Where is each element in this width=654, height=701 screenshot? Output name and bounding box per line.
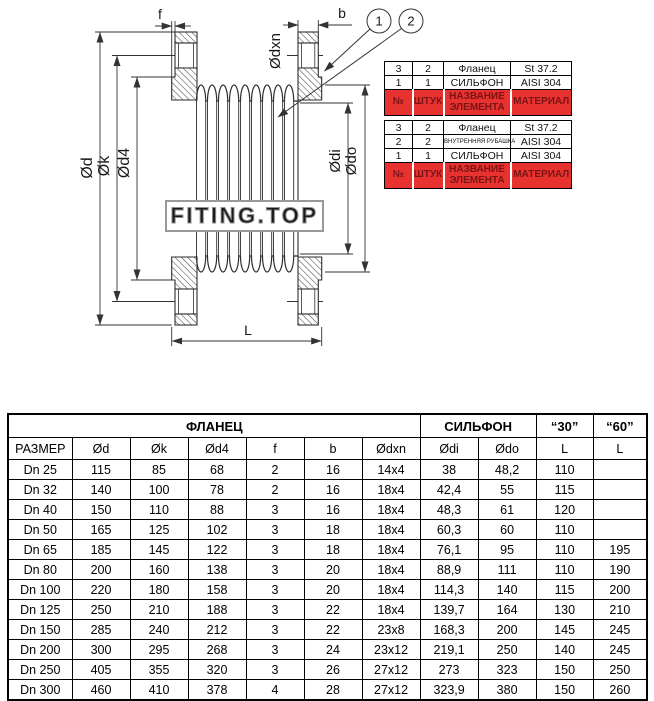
- table-cell: 2: [413, 135, 444, 149]
- table-cell: 160: [130, 560, 188, 580]
- table-cell: 115: [536, 480, 593, 500]
- flange-top-right: [298, 32, 322, 100]
- table-cell: 2: [385, 135, 413, 149]
- table-cell: СИЛЬФОН: [444, 149, 511, 163]
- table-cell: 26: [304, 660, 362, 680]
- table-cell: 240: [130, 620, 188, 640]
- dim-label-dxn: Ødxn: [267, 33, 284, 69]
- table-row: [8, 640, 647, 660]
- table-cell: St 37.2: [511, 121, 572, 135]
- col-f: f: [246, 438, 304, 460]
- bom-header-row: [385, 163, 572, 189]
- table-cell: 268: [188, 640, 246, 660]
- callout-1-number: 1: [375, 13, 383, 29]
- callout-2-number: 2: [407, 13, 415, 29]
- table-cell: 42,4: [420, 480, 478, 500]
- bellows-bottom-profile: [197, 256, 299, 272]
- table-row: [385, 149, 572, 163]
- table-cell: 410: [130, 680, 188, 701]
- col-k: Øk: [130, 438, 188, 460]
- group-header-flange: ФЛАНЕЦ: [8, 414, 420, 438]
- table-row: [8, 660, 647, 680]
- bom-col-number: №: [385, 90, 413, 116]
- bom-header-row: [385, 90, 572, 116]
- col-size: РАЗМЕР: [8, 438, 72, 460]
- table-cell: St 37.2: [511, 62, 572, 76]
- table-cell: 273: [420, 660, 478, 680]
- table-cell: 28: [304, 680, 362, 701]
- table-cell: 38: [420, 460, 478, 480]
- table-cell: 1: [385, 149, 413, 163]
- table-row: [8, 600, 647, 620]
- table-cell: 110: [536, 540, 593, 560]
- table-cell: 320: [188, 660, 246, 680]
- table-cell: 48,3: [420, 500, 478, 520]
- table-cell: 323,9: [420, 680, 478, 701]
- table-cell: 61: [478, 500, 536, 520]
- table-cell: 16: [304, 480, 362, 500]
- table-cell: Dn 250: [8, 660, 72, 680]
- table-cell: 18x4: [362, 580, 420, 600]
- table-cell: 378: [188, 680, 246, 701]
- table-cell: 295: [130, 640, 188, 660]
- table-cell: 140: [72, 480, 130, 500]
- table-cell: 150: [536, 660, 593, 680]
- table-cell: 220: [72, 580, 130, 600]
- callout-1-leader: [325, 29, 371, 71]
- table-cell: 140: [536, 640, 593, 660]
- table-cell: 165: [72, 520, 130, 540]
- table-row: [8, 680, 647, 701]
- bom-col-element: НАЗВАНИЕ ЭЛЕМЕНТА: [444, 163, 511, 189]
- table-cell: 78: [188, 480, 246, 500]
- col-d4: Ød4: [188, 438, 246, 460]
- table-cell: Dn 32: [8, 480, 72, 500]
- table-cell: 3: [246, 640, 304, 660]
- table-row: [385, 76, 572, 90]
- dim-label-L: L: [244, 322, 252, 338]
- table-cell: 245: [593, 640, 647, 660]
- table-cell: 18x4: [362, 520, 420, 540]
- table-cell: 210: [593, 600, 647, 620]
- bom-col-qty: ШТУК: [413, 163, 444, 189]
- table-cell: Dn 200: [8, 640, 72, 660]
- table-cell: 212: [188, 620, 246, 640]
- table-cell: 18x4: [362, 560, 420, 580]
- flange-bottom-right: [298, 257, 322, 325]
- flange-top-left: [172, 32, 197, 100]
- table-cell: СИЛЬФОН: [444, 76, 511, 90]
- table-cell: 3: [246, 580, 304, 600]
- table-cell: Фланец: [444, 121, 511, 135]
- bellows-wall-lines: [197, 101, 294, 256]
- table-cell: Фланец: [444, 62, 511, 76]
- table-cell: 158: [188, 580, 246, 600]
- table-cell: 285: [72, 620, 130, 640]
- table-cell: AISI 304: [511, 149, 572, 163]
- table-cell: 405: [72, 660, 130, 680]
- table-cell: 18x4: [362, 500, 420, 520]
- table-cell: 380: [478, 680, 536, 701]
- table-cell: 323: [478, 660, 536, 680]
- table-row: [8, 620, 647, 640]
- table-cell: 88: [188, 500, 246, 520]
- table-cell: 3: [246, 660, 304, 680]
- table-row: [8, 500, 647, 520]
- table-cell: 300: [72, 640, 130, 660]
- col-b: b: [304, 438, 362, 460]
- table-cell: ВНУТРЕННЯЯ РУБАШКА: [444, 135, 511, 149]
- table-cell: 120: [536, 500, 593, 520]
- table-row: [8, 580, 647, 600]
- dim-label-do: Ødo: [343, 146, 360, 176]
- table-cell: 2: [246, 460, 304, 480]
- table-cell: 145: [130, 540, 188, 560]
- table-cell: 164: [478, 600, 536, 620]
- table-cell: 18x4: [362, 540, 420, 560]
- dim-label-b: b: [338, 5, 346, 21]
- table-cell: 2: [413, 62, 444, 76]
- table-cell: 140: [478, 580, 536, 600]
- table-cell: 2: [413, 121, 444, 135]
- table-cell: 111: [478, 560, 536, 580]
- table-cell: 3: [246, 620, 304, 640]
- table-row: [8, 560, 647, 580]
- table-cell: Dn 300: [8, 680, 72, 701]
- table-row: [385, 121, 572, 135]
- table-cell: [593, 500, 647, 520]
- dim-label-di: Ødi: [327, 149, 344, 173]
- group-header-60: “60”: [593, 414, 647, 438]
- table-cell: 20: [304, 560, 362, 580]
- watermark-text: FITING.TOP: [170, 203, 319, 228]
- table-cell: 18: [304, 540, 362, 560]
- table-cell: 200: [72, 560, 130, 580]
- table-cell: 3: [246, 600, 304, 620]
- group-header-30: “30”: [536, 414, 593, 438]
- table-cell: [593, 460, 647, 480]
- table-cell: 110: [536, 560, 593, 580]
- table-cell: 48,2: [478, 460, 536, 480]
- table-cell: 24: [304, 640, 362, 660]
- table-cell: 110: [130, 500, 188, 520]
- dim-label-d4: Ød4: [116, 147, 133, 179]
- table-column-header-row: [8, 438, 647, 460]
- bom-col-element: НАЗВАНИЕ ЭЛЕМЕНТА: [444, 90, 511, 116]
- table-cell: 20: [304, 580, 362, 600]
- table-cell: 3: [385, 121, 413, 135]
- bom-col-material: МАТЕРИАЛ: [511, 90, 572, 116]
- flange-bottom-left: [172, 257, 197, 325]
- table-cell: 219,1: [420, 640, 478, 660]
- table-group-header-row: [8, 414, 647, 438]
- table-cell: 3: [385, 62, 413, 76]
- table-cell: 115: [72, 460, 130, 480]
- dimension-table: [7, 413, 648, 701]
- table-cell: 110: [536, 460, 593, 480]
- table-cell: 180: [130, 580, 188, 600]
- table-cell: Dn 65: [8, 540, 72, 560]
- table-cell: 355: [130, 660, 188, 680]
- table-cell: Dn 100: [8, 580, 72, 600]
- col-do: Ødo: [478, 438, 536, 460]
- table-cell: 3: [246, 500, 304, 520]
- table-cell: 210: [130, 600, 188, 620]
- table-cell: 76,1: [420, 540, 478, 560]
- table-cell: 27x12: [362, 660, 420, 680]
- table-cell: Dn 125: [8, 600, 72, 620]
- table-cell: 188: [188, 600, 246, 620]
- table-cell: 18x4: [362, 600, 420, 620]
- extension-lines: [95, 20, 370, 346]
- table-cell: 68: [188, 460, 246, 480]
- table-cell: 16: [304, 460, 362, 480]
- table-cell: 3: [246, 540, 304, 560]
- table-cell: 138: [188, 560, 246, 580]
- group-header-bellows: СИЛЬФОН: [420, 414, 536, 438]
- table-cell: 1: [413, 76, 444, 90]
- dimension-lines: [100, 25, 365, 341]
- table-cell: 110: [536, 520, 593, 540]
- table-row: [8, 460, 647, 480]
- table-cell: 130: [536, 600, 593, 620]
- table-cell: 190: [593, 560, 647, 580]
- table-cell: 115: [536, 580, 593, 600]
- table-cell: Dn 150: [8, 620, 72, 640]
- col-L60: L: [593, 438, 647, 460]
- table-row: [8, 540, 647, 560]
- table-cell: 114,3: [420, 580, 478, 600]
- table-cell: 3: [246, 520, 304, 540]
- table-cell: 139,7: [420, 600, 478, 620]
- bom-col-number: №: [385, 163, 413, 189]
- table-cell: 14x4: [362, 460, 420, 480]
- col-L30: L: [536, 438, 593, 460]
- table-cell: 250: [478, 640, 536, 660]
- table-cell: [593, 520, 647, 540]
- table-row: [385, 135, 572, 149]
- table-cell: 245: [593, 620, 647, 640]
- table-cell: Dn 40: [8, 500, 72, 520]
- table-cell: 1: [385, 76, 413, 90]
- table-cell: 22: [304, 600, 362, 620]
- dim-label-k: Øk: [96, 155, 113, 177]
- bom-table-simple: [384, 61, 572, 116]
- table-row: [8, 520, 647, 540]
- table-row: [385, 62, 572, 76]
- table-cell: 250: [593, 660, 647, 680]
- table-cell: Dn 80: [8, 560, 72, 580]
- table-cell: 60: [478, 520, 536, 540]
- table-cell: 85: [130, 460, 188, 480]
- dim-label-d: Ød: [79, 157, 96, 179]
- table-cell: AISI 304: [511, 76, 572, 90]
- table-cell: 122: [188, 540, 246, 560]
- table-cell: 60,3: [420, 520, 478, 540]
- table-cell: [593, 480, 647, 500]
- table-cell: 4: [246, 680, 304, 701]
- watermark: [166, 201, 323, 231]
- table-cell: 168,3: [420, 620, 478, 640]
- table-cell: 23x12: [362, 640, 420, 660]
- table-cell: 145: [536, 620, 593, 640]
- table-cell: 16: [304, 500, 362, 520]
- bom-table-with-liner: [384, 120, 572, 189]
- table-cell: 95: [478, 540, 536, 560]
- table-cell: 55: [478, 480, 536, 500]
- col-d: Ød: [72, 438, 130, 460]
- dim-label-f: f: [158, 6, 162, 22]
- table-cell: 2: [246, 480, 304, 500]
- table-cell: 250: [72, 600, 130, 620]
- table-cell: 102: [188, 520, 246, 540]
- table-cell: AISI 304: [511, 135, 572, 149]
- table-cell: 18x4: [362, 480, 420, 500]
- bom-col-qty: ШТУК: [413, 90, 444, 116]
- table-cell: 23x8: [362, 620, 420, 640]
- table-cell: 22: [304, 620, 362, 640]
- col-di: Ødi: [420, 438, 478, 460]
- table-row: [8, 480, 647, 500]
- callout-2-leader: [278, 29, 402, 118]
- col-dxn: Ødxn: [362, 438, 420, 460]
- table-cell: Dn 50: [8, 520, 72, 540]
- table-cell: 88,9: [420, 560, 478, 580]
- bom-col-material: МАТЕРИАЛ: [511, 163, 572, 189]
- table-cell: 185: [72, 540, 130, 560]
- table-cell: 460: [72, 680, 130, 701]
- table-cell: 150: [72, 500, 130, 520]
- table-cell: 3: [246, 560, 304, 580]
- table-cell: 200: [478, 620, 536, 640]
- table-cell: 195: [593, 540, 647, 560]
- table-cell: 1: [413, 149, 444, 163]
- bellows-top-profile: [197, 85, 299, 101]
- table-cell: 27x12: [362, 680, 420, 701]
- table-cell: 150: [536, 680, 593, 701]
- table-cell: 260: [593, 680, 647, 701]
- table-cell: 100: [130, 480, 188, 500]
- table-cell: 125: [130, 520, 188, 540]
- table-cell: Dn 25: [8, 460, 72, 480]
- table-cell: 200: [593, 580, 647, 600]
- table-cell: 18: [304, 520, 362, 540]
